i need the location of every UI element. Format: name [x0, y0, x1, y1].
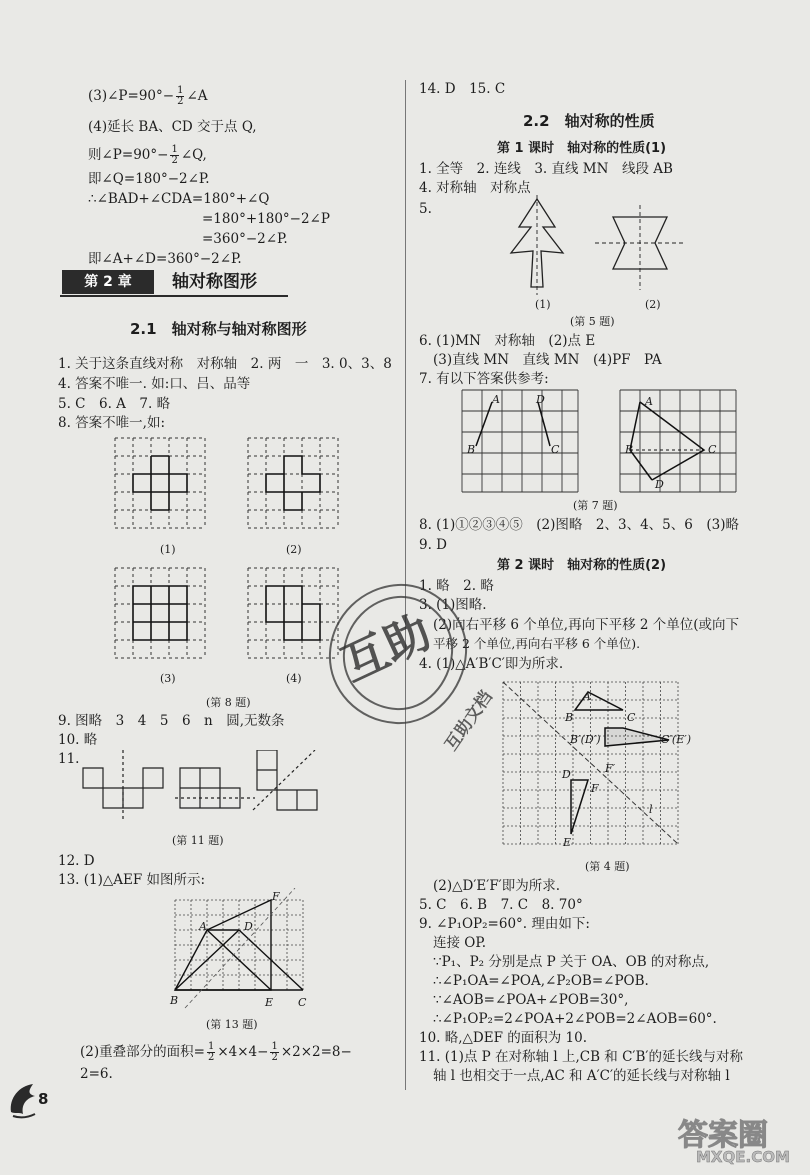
answer-b5: 5. [419, 201, 432, 217]
frac-num: 1 [171, 144, 178, 155]
corner-watermark [678, 1110, 808, 1170]
fraction [270, 1042, 278, 1063]
label-B: B [170, 994, 179, 1007]
lesson-title-2: 第 2 课时 轴对称的性质(2) [497, 558, 667, 573]
answer-9: 9. 图略 3 4 5 6 n 圆,无数条 [58, 713, 285, 729]
label-E: E [265, 996, 274, 1009]
label-D: D [244, 920, 253, 933]
line-10: 即∠A+∠D=360°−2∠P. [88, 251, 242, 267]
text: ∠A [186, 88, 208, 104]
answer-c9: 9. ∠P₁OP₂=60°. 理由如下: [419, 916, 590, 932]
figure-5 [495, 195, 695, 305]
answer-c4b: (2)△D′E′F′即为所求. [433, 878, 561, 894]
g4-label-B: B [565, 711, 574, 724]
answer-b1: 1. 全等 2. 连线 3. 直线 MN 线段 AB [419, 161, 673, 177]
answer-11: 11. [58, 751, 80, 767]
caption-5-2: (2) [645, 298, 661, 311]
caption-fig3: (3) [160, 672, 176, 685]
figure-7 [460, 388, 750, 498]
answer-12: 12. D [58, 853, 95, 869]
answer-c1: 1. 略 2. 略 [419, 578, 494, 594]
g7b-label-B: B [625, 443, 634, 456]
watermark-text: 答案圈 [678, 1118, 768, 1153]
g7b-label-D: D [655, 478, 664, 491]
caption-q5: (第 5 题) [570, 315, 615, 328]
chapter-number: 第 2 章 [62, 270, 154, 294]
caption-q7: (第 7 题) [573, 499, 618, 512]
frac-den: 2 [171, 155, 178, 166]
frac-den: 2 [207, 1052, 215, 1063]
answer-c3: 3. (1)图略. [419, 597, 487, 613]
g4-label-F: F [591, 782, 599, 795]
answer-c9d: ∵∠AOB=∠POA+∠POB=30°, [433, 992, 629, 1008]
label-A: A [199, 920, 207, 933]
answer-c3b: (2)向右平移 6 个单位,再向下平移 2 个单位(或向下 [433, 617, 740, 633]
caption-q4: (第 4 题) [585, 860, 630, 873]
watermark-url: MXQE.COM [696, 1148, 790, 1166]
frac-num: 1 [177, 85, 184, 96]
answer-c5: 5. C 6. B 7. C 8. 70° [419, 897, 583, 913]
answer-b6: 6. (1)MN 对称轴 (2)点 E [419, 333, 596, 349]
caption-fig1: (1) [160, 543, 176, 556]
text: ×2×2=8− [280, 1044, 352, 1060]
g7-label-B: B [467, 443, 476, 456]
stamp-subtext: 互助文档 [441, 687, 497, 755]
answer-b6b: (3)直线 MN 直线 MN (4)PF PA [433, 352, 662, 368]
fraction [176, 86, 184, 107]
caption-fig2: (2) [286, 543, 302, 556]
line-4: (4)延长 BA、CD 交于点 Q, [88, 119, 257, 135]
answer-b9: 9. D [419, 537, 447, 553]
g7-label-C: C [551, 443, 560, 456]
caption-fig4: (4) [286, 672, 302, 685]
lesson-title-1: 第 1 课时 轴对称的性质(1) [497, 141, 667, 156]
answer-c3c: 平移 2 个单位,再向右平移 6 个单位). [433, 636, 641, 651]
figure-11 [75, 750, 325, 830]
text: (3)∠P=90°− [88, 88, 175, 104]
g4-label-l: l [649, 803, 653, 816]
answer-c9e: ∴∠P₁OP₂=2∠POA+2∠POB=2∠AOB=60°. [433, 1011, 717, 1027]
answer-c9b: ∵P₁、P₂ 分别是点 P 关于 OA、OB 的对称点, [433, 954, 710, 970]
answer-b8: 8. (1)①②③④⑤ (2)图略 2、3、4、5、6 (3)略 [419, 517, 739, 533]
label-C: C [298, 996, 307, 1009]
g4-label-Bp: B′(D′) [570, 733, 601, 746]
answer-14-15: 14. D 15. C [419, 81, 506, 97]
line-8: =180°+180°−2∠P [202, 211, 330, 227]
frac-num: 1 [207, 1041, 215, 1052]
answer-13: 13. (1)△AEF 如图所示: [58, 872, 206, 888]
g4-label-C: C [627, 711, 636, 724]
answer-c9a: 连接 OP. [433, 935, 486, 951]
fraction [207, 1042, 215, 1063]
figure-13 [165, 888, 315, 1013]
line-6: 即∠Q=180°−2∠P. [88, 171, 210, 187]
frac-den: 2 [271, 1052, 278, 1063]
answer-c11: 11. (1)点 P 在对称轴 l 上,CB 和 C′B′的延长线与对称 [419, 1049, 743, 1065]
answer-13-2b: 2=6. [80, 1066, 113, 1082]
g4-label-D: D [562, 768, 571, 781]
g7-label-A: A [492, 393, 500, 406]
caption-5-1: (1) [535, 298, 551, 311]
section-title: 2.2 轴对称的性质 [523, 112, 655, 130]
g4-label-Fp: F′ [605, 762, 616, 775]
caption-q13: (第 13 题) [206, 1018, 258, 1031]
line-7: ∴∠BAD+∠CDA=180°+∠Q [88, 191, 270, 207]
text: 则∠P=90°− [88, 147, 169, 163]
answer-13-2 [80, 1042, 352, 1063]
chapter-title: 轴对称图形 [172, 272, 257, 292]
answer-c10: 10. 略,△DEF 的面积为 10. [419, 1030, 588, 1046]
chapter-rule [60, 295, 288, 297]
g4-label-A: A [583, 690, 591, 703]
answer-5: 5. C 6. A 7. 略 [58, 396, 171, 412]
answer-c4: 4. (1)△A′B′C′即为所求. [419, 656, 564, 672]
g7-label-D: D [536, 393, 545, 406]
frac-den: 2 [177, 96, 184, 107]
caption-q11: (第 11 题) [172, 834, 224, 847]
answer-b7: 7. 有以下答案供参考: [419, 371, 549, 387]
line-5 [88, 145, 207, 166]
line-3 [88, 86, 208, 107]
g7b-label-A: A [645, 395, 653, 408]
line-9: =360°−2∠P. [202, 231, 288, 247]
answer-4: 4. 答案不唯一. 如:口、吕、品等 [58, 376, 251, 392]
g7b-label-C: C [708, 443, 717, 456]
answer-c11b: 轴 l 也相交于一点,AC 和 A′C′的延长线与对称轴 l [433, 1068, 730, 1084]
g4-label-E: E [563, 836, 572, 849]
fraction [170, 145, 178, 166]
g4-label-Cp: C′(E′) [661, 733, 692, 746]
answer-c9c: ∴∠P₁OA=∠POA,∠P₂OB=∠POB. [433, 973, 649, 989]
text: ×4×4− [217, 1044, 269, 1060]
stamp-text: 互助 [332, 604, 440, 692]
chapter-header [62, 270, 287, 296]
section-title: 2.1 轴对称与轴对称图形 [130, 320, 307, 338]
text: ∠Q, [180, 147, 207, 163]
answer-10: 10. 略 [58, 732, 98, 748]
page-number: 8 [38, 1090, 49, 1108]
text: (2)重叠部分的面积= [80, 1044, 205, 1060]
answer-8: 8. 答案不唯一,如: [58, 415, 166, 431]
label-F: F [272, 890, 280, 903]
answer-1: 1. 关于这条直线对称 对称轴 2. 两 一 3. 0、3、8 [58, 356, 392, 372]
caption-q8: (第 8 题) [206, 696, 251, 709]
frac-num: 1 [271, 1041, 278, 1052]
answer-b4: 4. 对称轴 对称点 [419, 180, 531, 196]
